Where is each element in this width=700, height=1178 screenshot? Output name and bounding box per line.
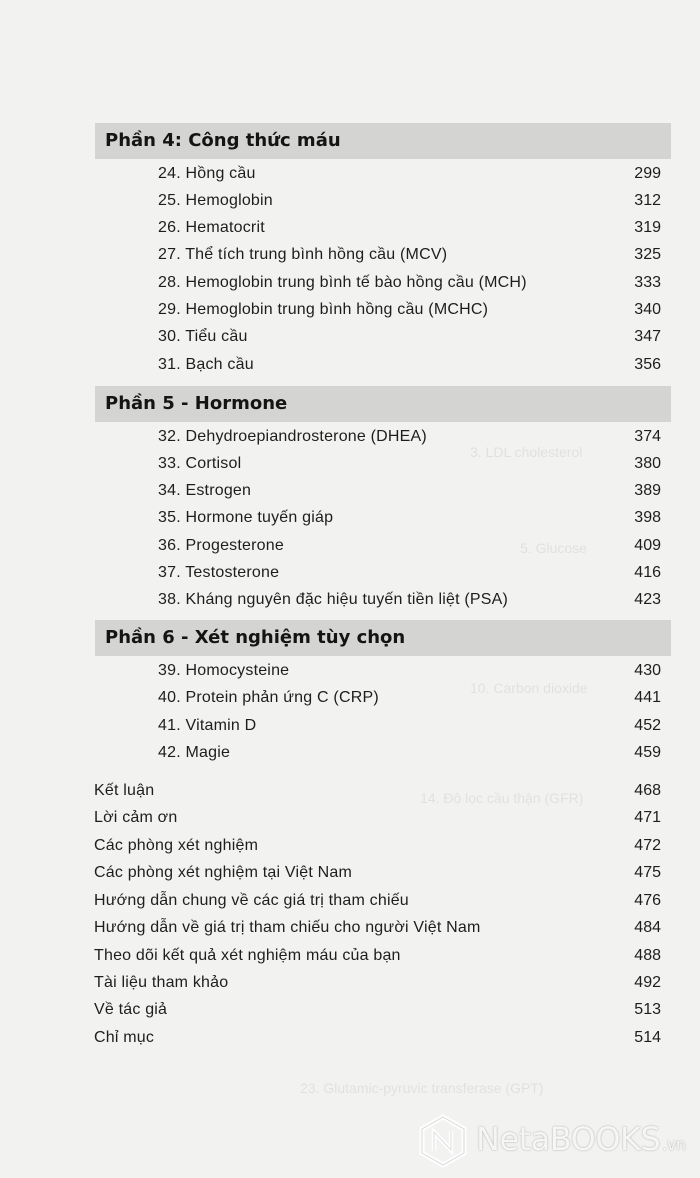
entry-title: 32. Dehydroepiandrosterone (DHEA)	[158, 428, 427, 445]
watermark-brand: NetaBOOKS	[476, 1120, 661, 1158]
entry-page-number: 514	[634, 1029, 661, 1046]
entry-page-number: 389	[634, 482, 661, 499]
toc-entry[interactable]	[0, 588, 700, 612]
entry-title: 35. Hormone tuyến giáp	[158, 509, 334, 526]
entry-title: 39. Homocysteine	[158, 662, 290, 679]
entry-title: Tài liệu tham khảo	[94, 974, 229, 991]
entry-page-number: 416	[634, 564, 661, 581]
toc-entry[interactable]	[0, 561, 700, 585]
toc-entry[interactable]	[0, 659, 700, 683]
entry-page-number: 340	[634, 301, 661, 318]
toc-entry[interactable]	[0, 271, 700, 295]
entry-title: Về tác giả	[94, 1001, 168, 1018]
entry-page-number: 380	[634, 455, 661, 472]
entry-page-number: 356	[634, 356, 661, 373]
entry-title: 42. Magie	[158, 744, 231, 761]
entry-title: Các phòng xét nghiệm tại Việt Nam	[94, 864, 352, 881]
entry-page-number: 484	[634, 919, 661, 936]
entry-page-number: 492	[634, 974, 661, 991]
watermark-suffix: .vn	[662, 1135, 686, 1154]
toc-entry[interactable]	[0, 162, 700, 186]
toc-entry[interactable]	[0, 686, 700, 710]
toc-entry[interactable]	[0, 889, 700, 913]
entry-title: Hướng dẫn về giá trị tham chiếu cho người Việt Nam	[94, 919, 481, 936]
entry-page-number: 423	[634, 591, 661, 608]
toc-entry[interactable]	[0, 714, 700, 738]
entry-page-number: 312	[634, 192, 661, 209]
entry-title: 28. Hemoglobin trung bình tế bào hồng cầu (MCH)	[158, 274, 527, 291]
entry-title: 38. Kháng nguyên đặc hiệu tuyến tiền liệt (PSA)	[158, 591, 509, 608]
neta-hexagon-logo-icon	[418, 1114, 468, 1168]
toc-entry[interactable]	[0, 834, 700, 858]
section-header-part-4: Phần 4: Công thức máu	[95, 123, 671, 159]
toc-entry[interactable]	[0, 861, 700, 885]
entry-page-number: 472	[634, 837, 661, 854]
toc-entry[interactable]	[0, 425, 700, 449]
entry-page-number: 325	[634, 246, 661, 263]
toc-entry[interactable]	[0, 216, 700, 240]
toc-entry[interactable]	[0, 1026, 700, 1050]
entry-title: 29. Hemoglobin trung bình hồng cầu (MCHC)	[158, 301, 489, 318]
toc-entry[interactable]	[0, 998, 700, 1022]
bleed-through-text: 14. Độ lọc cầu thận (GFR)	[420, 790, 584, 806]
entry-title: 24. Hồng cầu	[158, 165, 256, 182]
toc-entry[interactable]	[0, 243, 700, 267]
toc-entry[interactable]	[0, 916, 700, 940]
entry-page-number: 468	[634, 782, 661, 799]
bleed-through-text: 3. LDL cholesterol	[470, 444, 583, 460]
entry-page-number: 459	[634, 744, 661, 761]
toc-entry[interactable]	[0, 298, 700, 322]
watermark-text	[476, 1120, 686, 1158]
bleed-through-text: 10. Carbon dioxide	[470, 680, 588, 696]
entry-title: Chỉ mục	[94, 1029, 155, 1046]
bleed-through-text: 23. Glutamic-pyruvic transferase (GPT)	[300, 1080, 544, 1096]
entry-page-number: 471	[634, 809, 661, 826]
toc-entry[interactable]	[0, 189, 700, 213]
toc-entry[interactable]	[0, 971, 700, 995]
entry-page-number: 333	[634, 274, 661, 291]
entry-title: 33. Cortisol	[158, 455, 242, 472]
entry-title: 34. Estrogen	[158, 482, 252, 499]
entry-title: Hướng dẫn chung về các giá trị tham chiếu	[94, 892, 409, 909]
bleed-through-text: 5. Glucose	[520, 540, 587, 556]
entry-title: Theo dõi kết quả xét nghiệm máu của bạn	[94, 947, 401, 964]
entry-page-number: 347	[634, 328, 661, 345]
netabooks-watermark	[418, 1110, 688, 1170]
entry-page-number: 374	[634, 428, 661, 445]
toc-entry[interactable]	[0, 779, 700, 803]
entry-page-number: 452	[634, 717, 661, 734]
toc-entry[interactable]	[0, 506, 700, 530]
entry-title: 31. Bạch cầu	[158, 356, 254, 373]
toc-entry[interactable]	[0, 806, 700, 830]
entry-title: 36. Progesterone	[158, 537, 284, 554]
entry-page-number: 488	[634, 947, 661, 964]
entry-page-number: 475	[634, 864, 661, 881]
entry-title: 25. Hemoglobin	[158, 192, 273, 209]
section-header-part-6: Phần 6 - Xét nghiệm tùy chọn	[95, 620, 671, 656]
toc-entry[interactable]	[0, 325, 700, 349]
entry-title: 30. Tiểu cầu	[158, 328, 248, 345]
toc-entry[interactable]	[0, 944, 700, 968]
entry-page-number: 441	[634, 689, 661, 706]
entry-title: Lời cảm ơn	[94, 809, 178, 826]
entry-page-number: 476	[634, 892, 661, 909]
entry-title: 41. Vitamin D	[158, 717, 257, 734]
toc-entry[interactable]	[0, 479, 700, 503]
toc-entry[interactable]	[0, 534, 700, 558]
toc-entry[interactable]	[0, 741, 700, 765]
entry-title: 40. Protein phản ứng C (CRP)	[158, 689, 379, 706]
toc-entry[interactable]	[0, 452, 700, 476]
entry-page-number: 299	[634, 165, 661, 182]
entry-title: 37. Testosterone	[158, 564, 280, 581]
entry-page-number: 409	[634, 537, 661, 554]
toc-entry[interactable]	[0, 353, 700, 377]
entry-title: 27. Thể tích trung bình hồng cầu (MCV)	[158, 246, 448, 263]
entry-title: Các phòng xét nghiệm	[94, 837, 259, 854]
entry-page-number: 398	[634, 509, 661, 526]
section-header-part-5: Phần 5 - Hormone	[95, 386, 671, 422]
entry-page-number: 513	[634, 1001, 661, 1018]
entry-page-number: 430	[634, 662, 661, 679]
entry-page-number: 319	[634, 219, 661, 236]
entry-title: Kết luận	[94, 782, 155, 799]
entry-title: 26. Hematocrit	[158, 219, 265, 236]
